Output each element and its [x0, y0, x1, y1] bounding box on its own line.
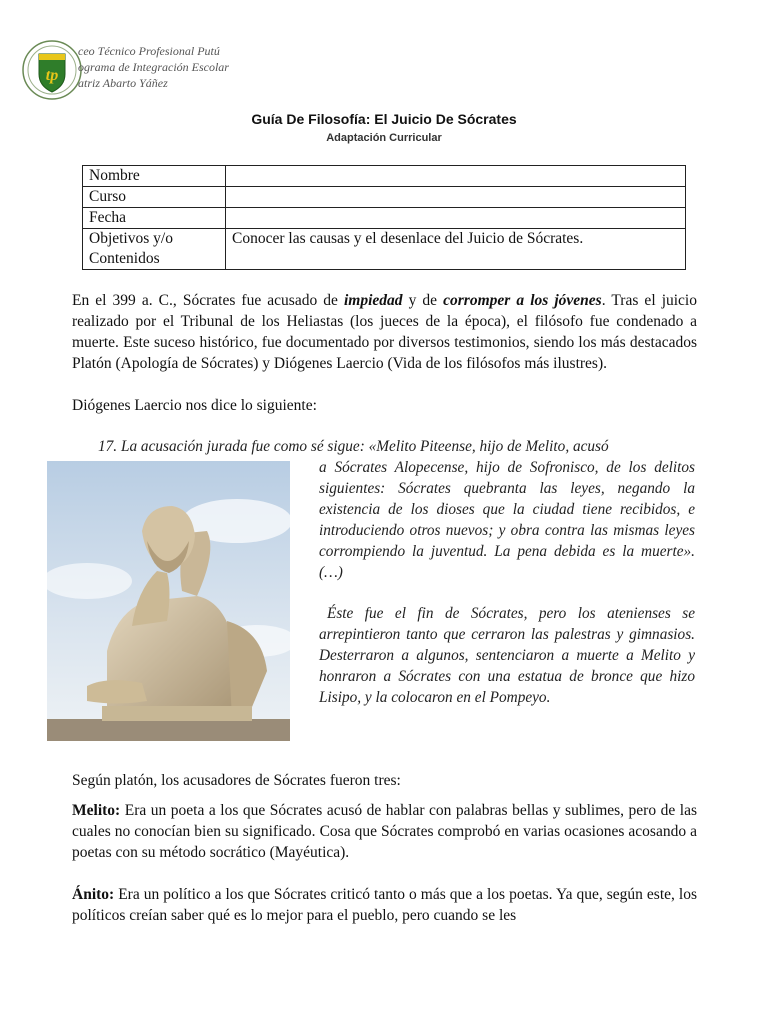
emphasis-corromper: corromper a los jóvenes: [443, 292, 602, 309]
intro-paragraph: [72, 290, 697, 374]
intro-text: En el 399 a. C., Sócrates fue acusado de: [72, 292, 344, 309]
row-value: Conocer las causas y el desenlace del Juicio de Sócrates.: [226, 229, 686, 270]
row-label: Fecha: [83, 208, 226, 229]
socrates-statue-image: [47, 461, 290, 741]
svg-text:tp: tp: [45, 67, 59, 84]
page-title: Guía De Filosofía: El Juicio De Sócrates: [251, 111, 517, 127]
accusers-intro: Según platón, los acusadores de Sócrates fueron tres:: [72, 772, 401, 789]
accuser-name: Ánito:: [72, 886, 115, 903]
table-row: [83, 229, 686, 270]
row-label: Objetivos y/o Contenidos: [83, 229, 226, 270]
accuser-name: Melito:: [72, 802, 121, 819]
row-label: Nombre: [83, 166, 226, 187]
school-name: ceo Técnico Profesional Putú: [78, 44, 220, 58]
intro-text: y de: [402, 292, 444, 309]
program-name: ograma de Integración Escolar: [78, 60, 229, 74]
accuser-description: Era un político a los que Sócrates criticó tanto o más que a los poetas. Ya que, según este, los políticos creían saber qué es lo mejor para el pueblo, pero cuando se les: [72, 886, 697, 924]
school-logo-icon: [22, 40, 82, 100]
row-value[interactable]: [226, 166, 686, 187]
accuser-description: Era un poeta a los que Sócrates acusó de hablar con palabras bellas y sublimes, pero de las cuales no conocían bien su significado. Cosa que Sócrates comprobó en varias ocasiones acosando a poetas con su método socrático (Mayéutica).: [72, 802, 697, 861]
student-info-table: [82, 165, 686, 270]
row-label: Curso: [83, 187, 226, 208]
quote-body: a Sócrates Alopecense, hijo de Sofronisco, de los delitos siguientes: Sócrates quebranta las leyes, negando la existencia de los dioses que la ciudad tiene recibidos, e introduciendo otros nuevos; y obra contra las mismas leyes corrompiendo la juventud. La pena debida es la muerte». (…): [319, 459, 695, 581]
table-row: [83, 166, 686, 187]
table-row: [83, 187, 686, 208]
accuser-anito: [72, 884, 697, 926]
table-row: [83, 208, 686, 229]
quote-first-line: 17. La acusación jurada fue como sé sigue: «Melito Piteense, hijo de Melito, acusó: [98, 438, 609, 455]
author-name: atriz Abarto Yáñez: [78, 76, 168, 90]
page-subtitle: Adaptación Curricular: [326, 132, 442, 144]
row-value[interactable]: [226, 187, 686, 208]
emphasis-impiedad: impiedad: [343, 292, 403, 309]
diogenes-intro: Diógenes Laercio nos dice lo siguiente:: [72, 397, 317, 414]
row-value[interactable]: [226, 208, 686, 229]
accuser-melito: [72, 800, 697, 863]
intro-text: . Tras el juicio realizado por el Tribunal de los Heliastas (los jueces de la época), el filósofo fue condenado a muerte. Este suceso histórico, fue documentado por diversos testimonios, siendo los más destacados Platón (Apología de Sócrates) y Diógenes Laercio (Vida de los filósofos más ilustres).: [72, 292, 697, 372]
quote-body-second: Éste fue el fin de Sócrates, pero los atenienses se arrepintieron tanto que cerraron las palestras y gimnasios. Desterraron a algunos, sentenciaron a muerte a Melito y honraron a Sócrates con una estatua de bronce que hizo Lisipo, y la colocaron en el Pompeyo.: [319, 605, 695, 706]
